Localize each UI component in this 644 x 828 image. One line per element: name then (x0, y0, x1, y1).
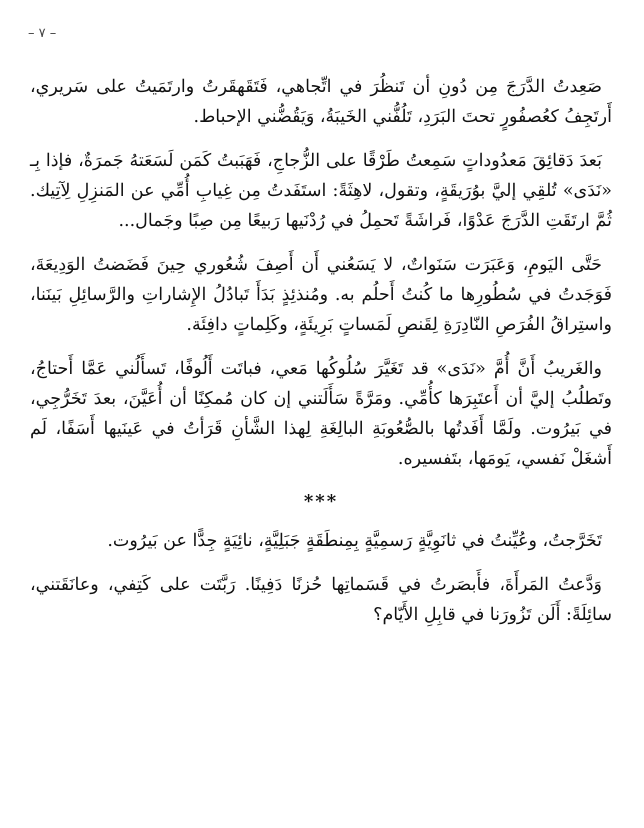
paragraph: حَتَّى اليَومِ، وَعَبَرَت سَنَواتٌ، لا يَسَعُني أَن أَصِفَ شُعُوري حِينَ فَضَضتُ الوَدِيعَةَ، فَوَجَدتُ في سُطُورِها ما كُنتُ أَحلُم به. ومُنذئِذٍ بَدَأَ تَبادُلُ الإِشاراتِ والرَّسائِلِ بَينَنا، واستِراقُ الفُرَصِ النّادِرَةِ لِقَنصِ لَمَساتٍ بَرِيئَةٍ، وكَلِماتٍ دافِئَة. (30, 255, 612, 335)
section-separator: *** (303, 491, 339, 512)
paragraph: بَعدَ دَقائِقَ مَعدُوداتٍ سَمِعتُ طَرْقًا على الزُّجاجِ، فَهَبَبتُ كَمَن لَسَعَتهُ جَمرَةٌ، فإذا بِـ «نَدَى» تُلقِي إليَّ بوُرَيقَةٍ، وتقول، لاهِثَةً: استَفَدتُ مِن غِيابِ أُمِّي عن المَنزِلِ لِآتِيك. ثُمَّ ارتَقَتِ الدَّرَجَ عَدْوًا، فَراشَةً تَحمِلُ في رُدْنَيها رَبيعًا مِن صِبًا وجَمال... (30, 151, 612, 231)
paragraph: تَخَرَّجتُ، وعُيِّنتُ في ثانَوِيَّةٍ رَسمِيَّةٍ بِمِنطَقَةٍ جَبَلِيَّةٍ، نائِيَةٍ جِدًّا عن بَيرُوت. (107, 531, 602, 551)
paragraph: والغَريبُ أَنَّ أُمَّ «نَدَى» قد تَغَيَّرَ سُلُوكُها مَعي، فباتَت أَلُوفًا، تَسأَلُني عَمَّا أَحتاجُ، وتَطلُبُ إليَّ أن أَعتَبِرَها كأُمِّي. ومَرَّةً سَأَلَتني إن كان مُمكِنًا أن أُعَيَّنَ، بعدَ تَخَرُّجِي، في بَيرُوت. ولَمَّا أَفَدتُها بالصُّعُوبَةِ البالِغَةِ لِهذا الشَّأنِ قَرَأتُ في عَينَيها أَسَفًا، لَم أَشغَلْ نَفسي، يَومَها، بتَفسيره. (30, 359, 612, 469)
page-body (30, 72, 612, 644)
page-number: – ٧ – (28, 26, 57, 41)
paragraph: صَعِدتُ الدَّرَجَ مِن دُونِ أن تَنظُرَ في اتِّجاهي، فَتَقَهقَرتُ وارتَمَيتُ على سَريري، أَرتَجِفُ كعُصفُورٍ تحتَ البَرَدِ، تَلُفُّني الخَيبَةُ، وَيَقُضُّني الإحباط. (30, 77, 612, 127)
paragraph: وَدَّعتُ المَرأَةَ، فأَبصَرتُ في قَسَماتِها حُزنًا دَفِينًا. رَبَّتَت على كَتِفي، وعانَقَتني، سائِلَةً: أَلَن تَزُورَنا في قابِلِ الأَيّام؟ (30, 575, 612, 625)
